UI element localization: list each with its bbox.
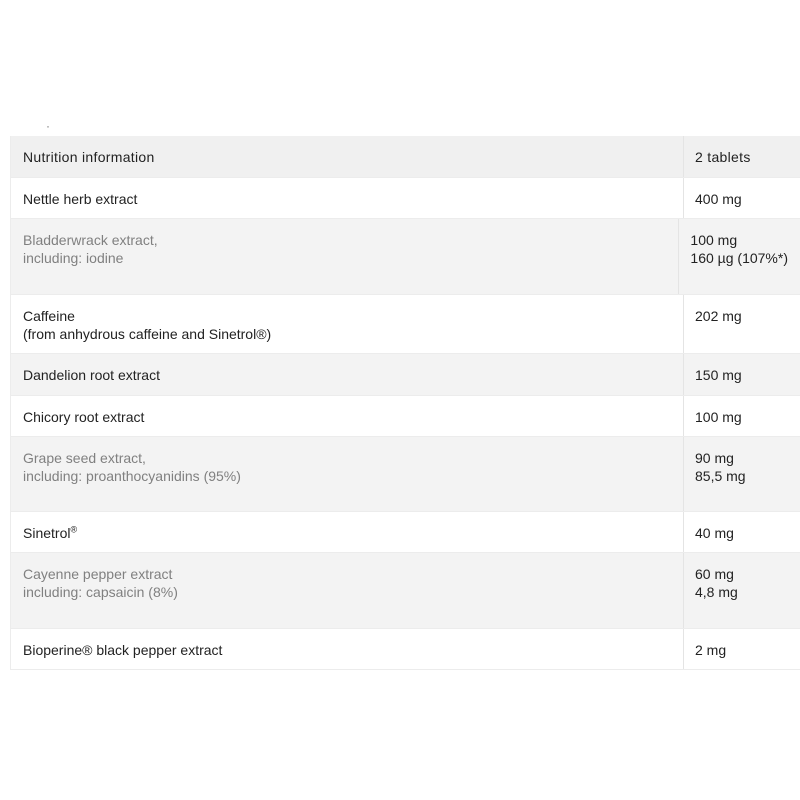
ingredient-name: Nettle herb extract [11, 178, 684, 218]
ingredient-name: Chicory root extract [11, 396, 684, 436]
ingredient-amount: 100 mg 160 µg (107%*) [690, 232, 788, 266]
ingredient-amount: 2 mg [695, 642, 727, 658]
nutrition-table [10, 136, 800, 670]
table-row [11, 396, 800, 437]
ingredient-amount: 400 mg [695, 191, 742, 207]
ingredient-name: Dandelion root extract [11, 354, 684, 395]
table-row [11, 512, 800, 553]
registered-mark: ® [70, 524, 78, 535]
ingredient-name: Caffeine (from anhydrous caffeine and Sinetrol®) [11, 295, 684, 353]
header-nutrition-information: Nutrition information [11, 136, 684, 177]
table-header-row [11, 136, 800, 178]
ingredient-amount: 100 mg [695, 409, 742, 425]
ingredient-name: Sinetrol® [11, 512, 684, 552]
stray-dot: · [46, 119, 50, 133]
ingredient-amount: 40 mg [695, 525, 734, 541]
table-row [11, 437, 800, 512]
ingredient-amount: 202 mg [695, 308, 742, 324]
table-row [11, 219, 800, 295]
table-row [11, 553, 800, 629]
ingredient-name: Bladderwrack extract, including: iodine [11, 219, 679, 294]
ingredient-name: Grape seed extract, including: proanthocyanidins (95%) [11, 437, 684, 511]
ingredient-amount: 150 mg [695, 367, 742, 383]
table-row [11, 295, 800, 354]
ingredient-amount: 90 mg 85,5 mg [695, 450, 746, 484]
ingredient-name: Cayenne pepper extract including: capsaicin (8%) [11, 553, 684, 628]
table-row [11, 178, 800, 219]
ingredient-amount: 60 mg 4,8 mg [695, 566, 738, 600]
table-row [11, 629, 800, 669]
header-serving: 2 tablets [695, 149, 751, 165]
ingredient-name: Bioperine® black pepper extract [11, 629, 684, 669]
table-row [11, 354, 800, 396]
